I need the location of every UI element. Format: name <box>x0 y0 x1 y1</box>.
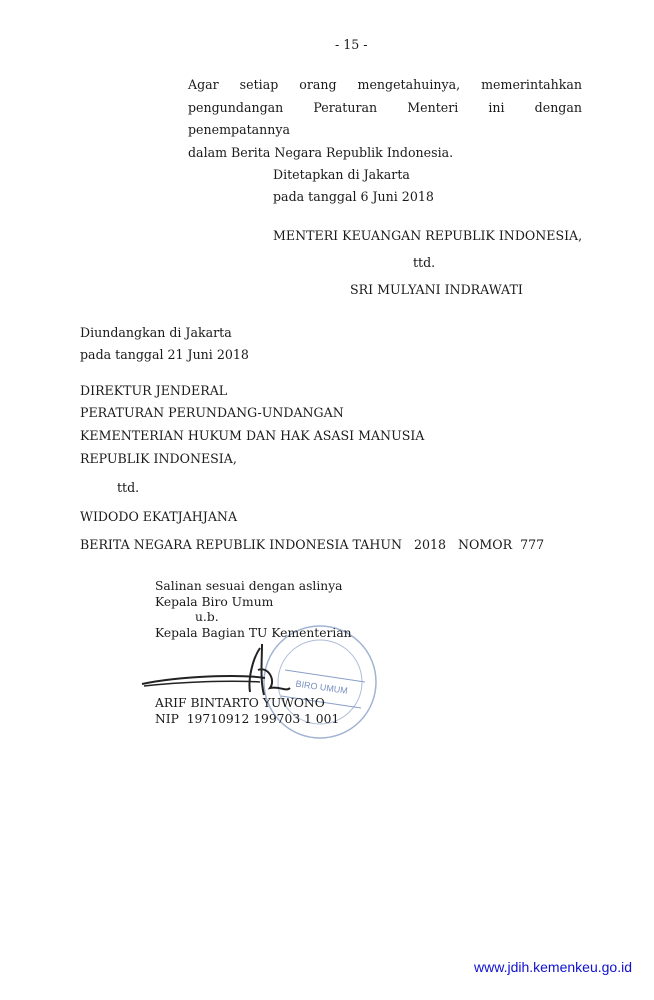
enactment-office: MENTERI KEUANGAN REPUBLIK INDONESIA, <box>273 228 583 243</box>
promulgation-date: pada tanggal 21 Juni 2018 <box>80 347 249 362</box>
signature-icon <box>140 640 300 700</box>
paragraph-line: dalam Berita Negara Republik Indonesia. <box>188 144 454 160</box>
promulgation-office-line: DIREKTUR JENDERAL <box>80 383 228 398</box>
enactment-place: Ditetapkan di Jakarta <box>273 167 410 182</box>
certification-line: Kepala Biro Umum <box>155 595 274 609</box>
certifier-nip: NIP 19710912 199703 1 001 <box>155 712 340 726</box>
promulgation-place: Diundangkan di Jakarta <box>80 325 232 340</box>
promulgation-office-line: REPUBLIK INDONESIA, <box>80 451 237 466</box>
paragraph-line: Agar setiap orang mengetahuinya, memerintahkan <box>188 77 582 92</box>
paragraph-line: pengundangan Peraturan Menteri ini dengan penempatannya <box>188 99 582 137</box>
gazette-number: BERITA NEGARA REPUBLIK INDONESIA TAHUN 2018 NOMOR 777 <box>80 537 545 552</box>
closing-paragraph <box>188 74 582 164</box>
certification-line: Salinan sesuai dengan aslinya <box>155 579 343 593</box>
promulgation-signed: ttd. <box>117 480 140 495</box>
promulgation-name: WIDODO EKATJAHJANA <box>80 509 238 524</box>
enactment-date: pada tanggal 6 Juni 2018 <box>273 189 434 204</box>
certification-line: u.b. <box>195 610 219 624</box>
enactment-name: SRI MULYANI INDRAWATI <box>350 282 523 297</box>
certification-line: Kepala Bagian TU Kementerian <box>155 626 352 640</box>
promulgation-office-line: KEMENTERIAN HUKUM DAN HAK ASASI MANUSIA <box>80 428 425 443</box>
footer-url-link[interactable]: www.jdih.kemenkeu.go.id <box>474 959 632 975</box>
promulgation-office-line: PERATURAN PERUNDANG-UNDANGAN <box>80 405 344 420</box>
enactment-signed: ttd. <box>413 255 436 270</box>
page-number: - 15 - <box>335 37 368 52</box>
svg-text:BIRO UMUM: BIRO UMUM <box>294 678 349 696</box>
certifier-name: ARIF BINTARTO YUWONO <box>155 696 325 710</box>
